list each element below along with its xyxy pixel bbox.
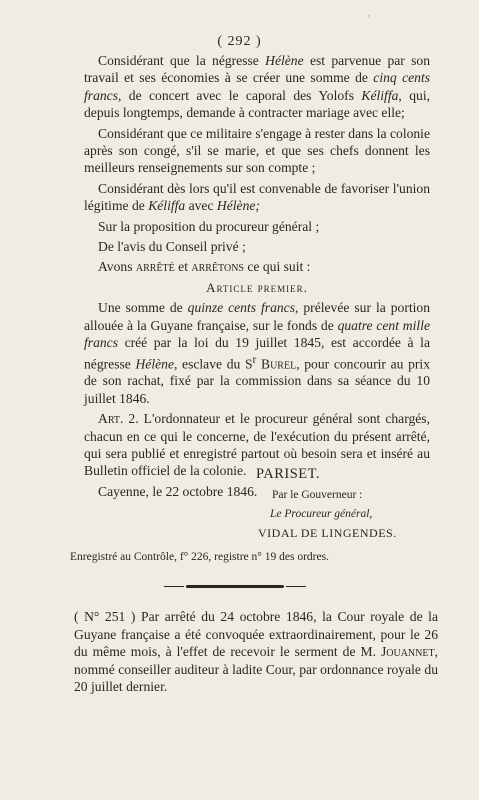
paragraph-6: Avons arrêté et arrêtons ce qui suit : xyxy=(98,259,311,275)
paragraph-2: Considérant que ce militaire s'engage à rester dans la colonie après son congé, s'il se marie, et que ses chefs donnent les meilleurs renseignements sur son compte ; xyxy=(84,125,430,176)
body-text xyxy=(84,52,430,503)
page-number: ( 292 ) xyxy=(217,34,262,49)
procureur-general: Le Procureur général, xyxy=(270,508,373,520)
margin-mark: ' xyxy=(368,14,370,25)
paragraph-4: Sur la proposition du procureur général ; xyxy=(98,218,320,234)
section-divider xyxy=(186,585,284,588)
par-le-gouverneur: Par le Gouverneur : xyxy=(272,489,363,501)
signature-vidal: VIDAL DE LINGENDES. xyxy=(258,526,397,540)
registration-line: Enregistré au Contrôle, f° 226, registre n° 19 des ordres. xyxy=(70,551,329,563)
paragraph-5: De l'avis du Conseil privé ; xyxy=(98,239,246,255)
article-body: Une somme de quinze cents francs, prélevée sur la portion allouée à la Guyane française, sur le fonds de quatre cent mille francs créé par la loi du 19 juillet 1845, est accordée à la négresse Hélène, esclave du $S^r$ Burel, pour concourir au prix de son rachat, fixé par la commission dans sa séance du 10 juillet 1846. xyxy=(84,300,430,406)
article-2: Art. 2. L'ordonnateur et le procureur général sont chargés, chacun en ce qui le concerne, de l'exécution du présent arrêté, qui sera publié et enregistré partout où besoin sera et inséré au Bulletin officiel de la colonie. xyxy=(84,411,430,479)
signature-pariset: PARISET. xyxy=(256,466,321,482)
notice-paragraph: ( N° 251 ) Par arrêté du 24 octobre 1846, la Cour royale de la Guyane française a été convoquée extraordinairement, pour le 26 du même mois, à l'effet de recevoir le serment de M. Jouannet, nommé conseiller auditeur à ladite Cour, par ordonnance royale du 20 juillet dernier. xyxy=(74,609,438,695)
paragraph-3: Considérant dès lors qu'il est convenable de favoriser l'union légitime de Kéliffa avec Hélène; xyxy=(84,180,430,214)
date-line: Cayenne, le 22 octobre 1846. xyxy=(98,483,258,499)
paragraph-1: Considérant que la négresse Hélène est parvenue par son travail et ses économies à se créer une somme de cinq cents francs, de concert avec le caporal des Yolofs Kéliffa, qui, depuis longtemps, demande à contracter mariage avec elle; xyxy=(84,53,431,121)
article-heading: Article premier. xyxy=(206,279,308,295)
